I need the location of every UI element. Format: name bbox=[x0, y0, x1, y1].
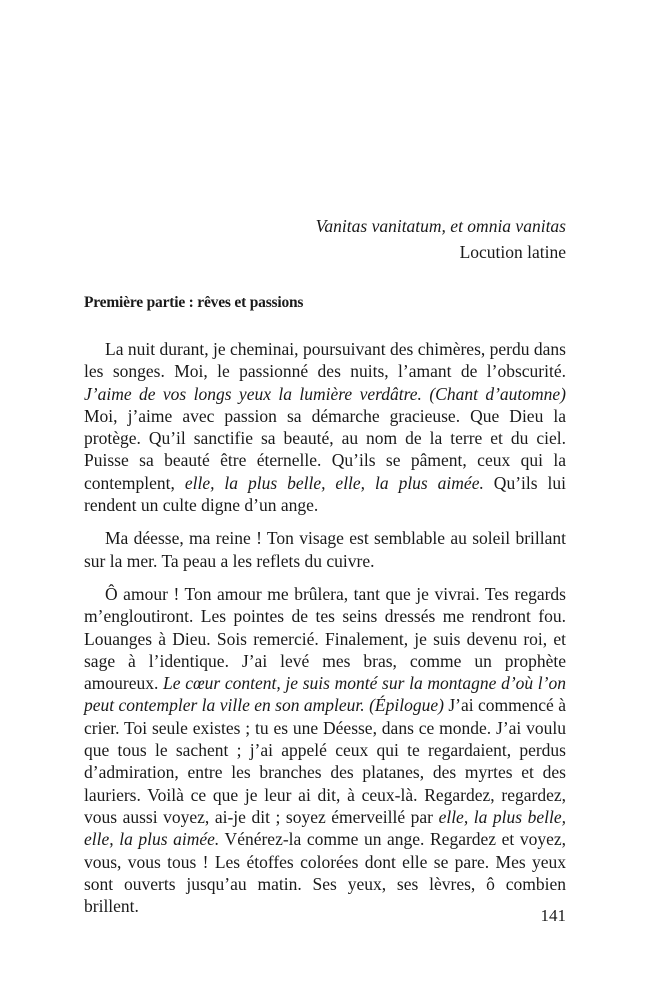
paragraph-text: J’ai commencé à crier. Toi seule existes ; tu es une Déesse, dans ce monde. J’ai voulu que tous le sachent ; j’ai appelé ceux qui te regardaient, perdus d’admiration, entre les branches des platanes, des myrtes et des lauriers. Voilà ce que je leur ai dit, à ceux-là. Regardez, regardez, vous aussi voyez, ai-je dit ; soyez émerveillé par bbox=[84, 695, 567, 827]
paragraph-text: Moi, j’aime avec passion sa démarche gracieuse. Que Dieu la protège. Qu’il sanctifie sa beauté, au nom de la terre et du ciel. Puisse sa beauté être éternelle. Qu’ils se pâment, ceux qui la contemplent, bbox=[84, 405, 566, 493]
paragraph-text: Qu’ils lui rendent un culte digne d’un ange. bbox=[84, 472, 566, 516]
italic-quote: Le cœur content, je suis monté sur la montagne d’où l’on peut contempler la ville en son ampleur. (Épilogue) bbox=[84, 673, 567, 716]
paragraph-text: Ô amour ! Ton amour me brûlera, tant que je vivrai. Tes regards m’engloutiront. Les pointes de tes seins dressés me rendront fou. Louanges à Dieu. Sois remercié. Finalement, je suis devenu roi, et sage à l’identique. J’ai levé mes bras, comme un prophète amoureux. bbox=[84, 583, 566, 694]
paragraph-text: Vénérez-la comme un ange. Regardez et voyez, vous, vous tous ! Les étoffes colorées dont elle se pare. Mes yeux sont ouverts jusqu’au matin. Ses yeux, ses lèvres, ô combien brillent. bbox=[84, 829, 567, 917]
italic-quote: elle, la plus belle, elle, la plus aimée. bbox=[84, 806, 566, 850]
paragraph-text: Ma déesse, ma reine ! Ton visage est semblable au soleil brillant sur la mer. Ta peau a les reflets du cuivre. bbox=[84, 528, 566, 571]
paragraph-text: La nuit durant, je cheminai, poursuivant des chimères, perdu dans les songes. Moi, le passionné des nuits, l’amant de l’obscurité. bbox=[84, 339, 566, 382]
paragraph bbox=[84, 338, 566, 516]
italic-quote: elle, la plus belle, elle, la plus aimée. bbox=[184, 472, 484, 493]
epigraph bbox=[316, 213, 566, 265]
italic-quote: J’aime de vos longs yeux la lumière verdâtre. (Chant d’automne) bbox=[84, 383, 566, 404]
part-title: Première partie : rêves et passions bbox=[84, 294, 304, 311]
paragraph bbox=[84, 527, 566, 572]
epigraph-source: Locution latine bbox=[459, 242, 566, 262]
epigraph-quote: Vanitas vanitatum, et omnia vanitas bbox=[315, 216, 566, 236]
paragraph bbox=[84, 583, 566, 917]
page-number: 141 bbox=[540, 906, 566, 925]
body-text bbox=[84, 338, 566, 917]
